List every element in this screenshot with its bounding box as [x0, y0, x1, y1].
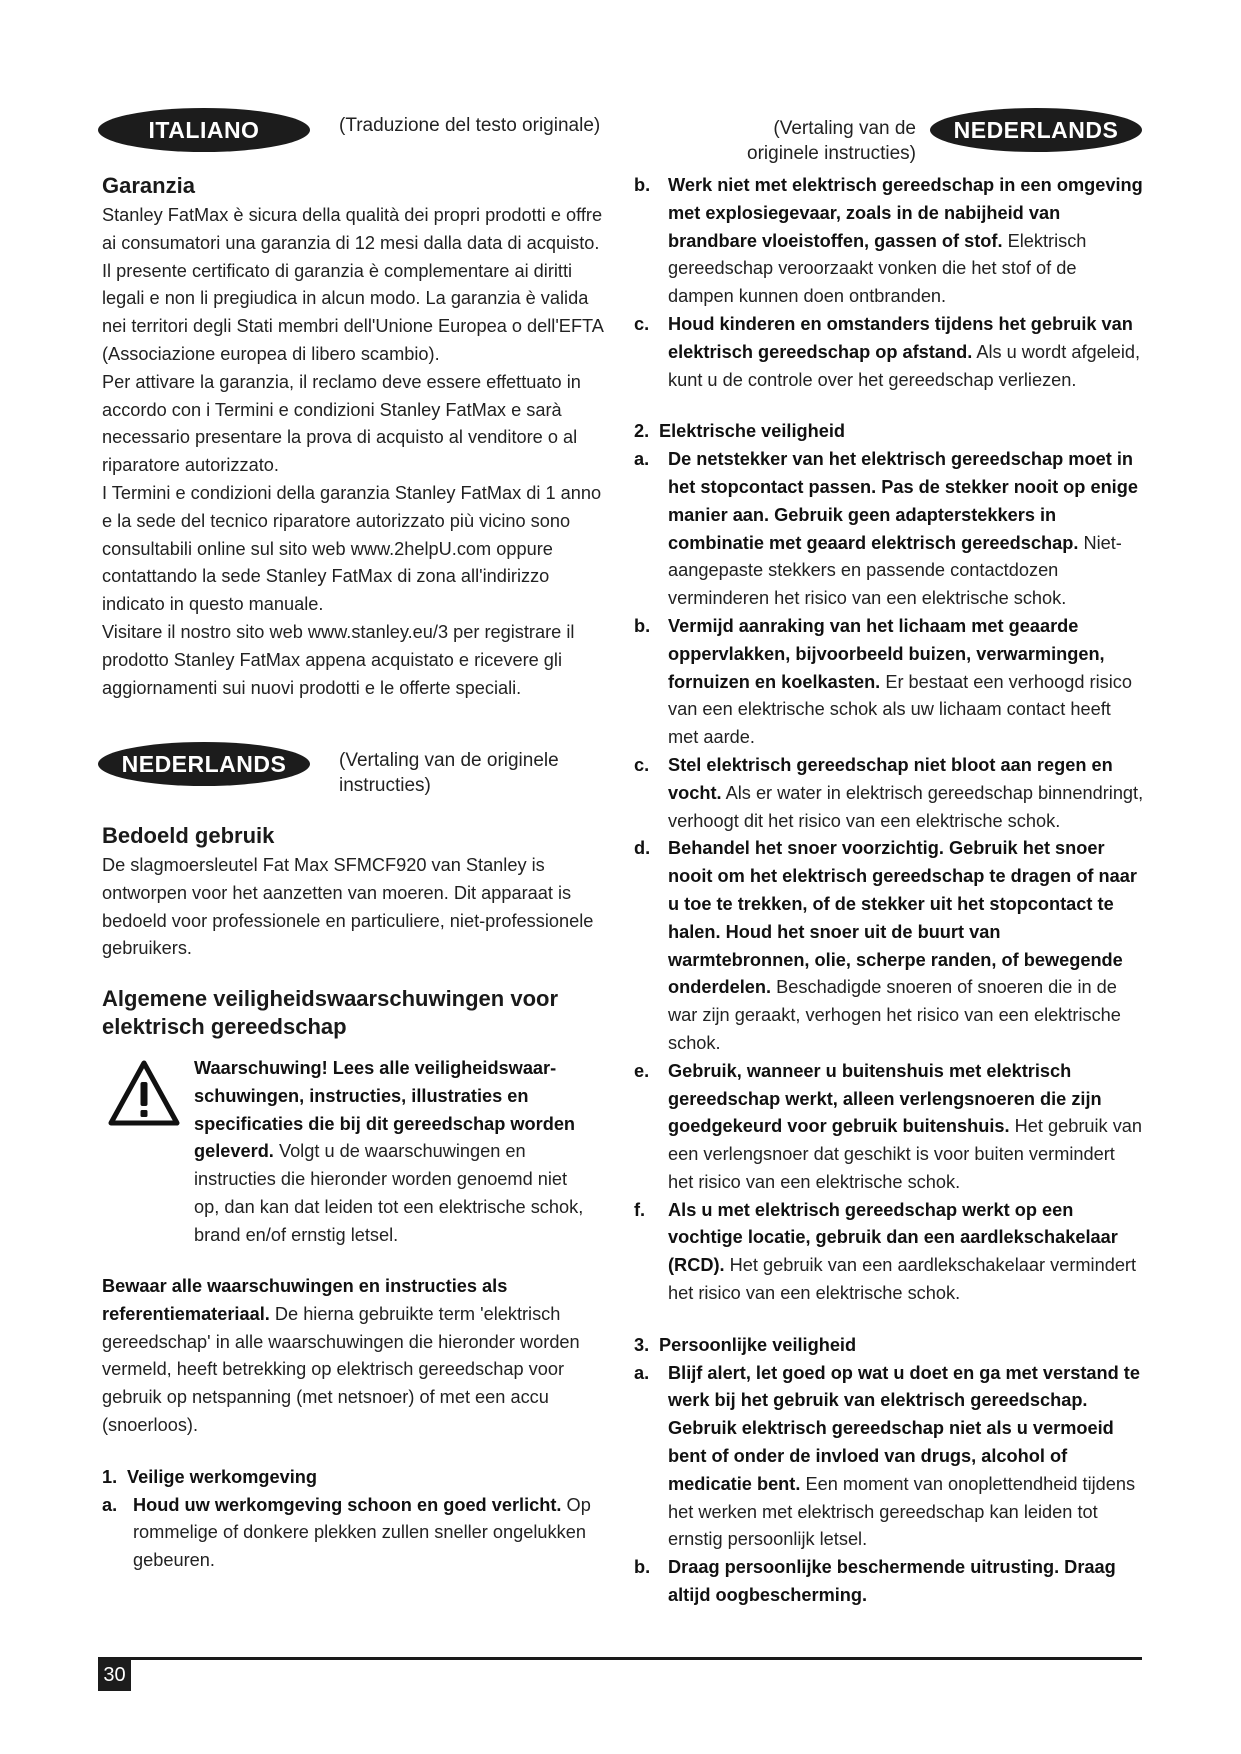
list-item-bold: Houd kinderen en omstanders tijdens het gebruik van elektrisch gereedschap op afstand. — [668, 313, 1133, 362]
list-item-text: Beschadigde snoeren of snoeren die in de war zijn geraakt, verhogen het risico van een elektrische schok. — [668, 977, 1121, 1053]
warranty-paragraph: I Termini e condizioni della garanzia Stanley FatMax di 1 anno e la sede del tecnico riparatore autorizzato più vicino sono consultabili online sul sito web www.2helpU.com oppure contattando la sede Stanley FatMax di zona all'indirizzo indicato in questo manuale. — [102, 482, 602, 615]
list-item — [634, 1360, 1144, 1555]
list-item-label: f. — [634, 1199, 646, 1220]
right-column-content — [634, 172, 1144, 1610]
list-item-text: Als er water in elektrisch gereedschap binnendringt, verhoogt dit het risico van een elektrische schok. — [668, 782, 1144, 831]
page-number: 30 — [98, 1659, 131, 1691]
warranty-paragraph: Per attivare la garanzia, il reclamo deve essere effettuato in accordo con i Termini e condizioni Stanley FatMax e sarà necessario presentare la prova di acquisto al venditore o al riparatore autorizzato. — [102, 371, 581, 476]
list-item-text: Niet-aangepaste stekkers en passende contactdozen verminderen het risico van een elektrische schok. — [668, 532, 1122, 609]
list-item-bold: Vermijd aanraking van het lichaam met geaarde oppervlakken, bijvoorbeeld buizen, verwarmingen, fornuizen en koelkasten. — [668, 615, 1105, 692]
warning-block — [194, 1055, 594, 1250]
list-item-bold: Draag persoonlijke beschermende uitrusting. Draag altijd oogbescherming. — [668, 1557, 1116, 1606]
list-item-label: b. — [634, 175, 651, 195]
list-item-text: Een moment van onoplettendheid tijdens het werken met elektrisch gereedschap kan leiden tot ernstig persoonlijk letsel. — [668, 1473, 1136, 1550]
translation-note-nederlands: (Vertaling van de originele instructies) — [339, 750, 559, 796]
keep-paragraph — [102, 1273, 612, 1440]
list-item-bold: Behandel het snoer voorzichtig. Gebruik het snoer nooit om het elektrisch gereedschap te dragen of naar u toe te trekken, of de stekker uit het stopcontact te halen. Houd het snoer uit de buurt van warmtebronnen, olie, scherpe randen, of bewegende onderdelen. — [668, 838, 1137, 998]
list-item-label: a. — [102, 1494, 118, 1515]
section-title-text: Veilige werkomgeving — [127, 1466, 318, 1487]
list-item-bold: Stel elektrisch gereedschap niet bloot aan regen en vocht. — [668, 754, 1113, 803]
translation-note-italiano: (Traduzione del testo originale) — [339, 115, 601, 136]
italian-warranty-section — [102, 172, 612, 702]
section-1-title — [102, 1464, 612, 1492]
list-item — [634, 835, 1144, 1057]
list-item — [102, 1492, 612, 1575]
keep-bold-text: Bewaar alle waarschuwingen en instructies als referentiemateriaal. — [102, 1276, 508, 1324]
section-title-text: Persoonlijke veiligheid — [659, 1334, 857, 1355]
list-item-label: b. — [634, 615, 651, 636]
warning-text: Volgt u de waarschuwingen en instructies die hieronder worden genoemd niet op, dan kan dat leiden tot een elektrische schok, brand en/of ernstig letsel. — [194, 1141, 584, 1245]
section-2-title — [634, 418, 1144, 446]
list-item-bold: Blijf alert, let goed op wat u doet en ga met verstand te werk bij het gebruik van elektrisch gereedschap. Gebruik elektrisch gereedschap niet als u vermoeid bent of onder de invloed van drugs, alcohol of medicatie bent. — [668, 1362, 1140, 1494]
section-number: 1. — [102, 1466, 118, 1487]
list-item-bold: Gebruik, wanneer u buitenshuis met elektrisch gereedschap werkt, alleen verlengsnoeren die zijn goedgekeurd voor gebruik buitenshuis. — [668, 1060, 1102, 1137]
list-item-text: Op rommelige of donkere plekken zullen sneller ongelukken gebeuren. — [133, 1494, 591, 1571]
list-item — [634, 172, 1144, 311]
list-item-label: c. — [634, 313, 650, 334]
list-item-bold: Houd uw werkomgeving schoon en goed verlicht. — [133, 1494, 562, 1515]
keep-warnings-block — [102, 1273, 612, 1575]
warranty-text — [102, 202, 612, 702]
language-badge-nederlands: NEDERLANDS — [98, 742, 310, 786]
list-item-label: a. — [634, 1362, 650, 1383]
language-badge-nederlands-right: NEDERLANDS — [930, 108, 1142, 152]
list-item-text: Het gebruik van een aardlekschakelaar vermindert het risico van een elektrische schok. — [668, 1255, 1137, 1304]
warning-paragraph — [194, 1055, 594, 1250]
section-number: 3. — [634, 1334, 650, 1355]
list-item-label: d. — [634, 838, 651, 859]
list-item-bold: De netstekker van het elektrisch gereedschap moet in het stopcontact passen. Pas de stekker nooit op enige manier aan. Gebruik geen adapterstekkers in combinatie met geaard elektrisch gereedschap. — [668, 449, 1138, 553]
list-item-label: e. — [634, 1060, 650, 1081]
list-item-text: Elektrisch gereedschap veroorzaakt vonken die het stof of de dampen kunnen doen ontbranden. — [668, 230, 1087, 307]
list-item-label: a. — [634, 449, 650, 470]
keep-text: De hierna gebruikte term 'elektrisch gereedschap' in alle waarschuwingen die hieronder worden vermeld, heeft betrekking op elektrisch gereedschap voor gebruik op netspanning (met netsnoer) of met een accu (snoerloos). — [102, 1303, 580, 1435]
language-badge-italiano: ITALIANO — [98, 108, 310, 152]
section-title-text: Elektrische veiligheid — [659, 421, 845, 442]
list-item-label: c. — [634, 754, 650, 775]
list-item — [634, 1197, 1144, 1308]
list-item-bold: Werk niet met elektrisch gereedschap in een omgeving met explosiegevaar, zoals in de nabijheid van brandbare vloeistoffen, gassen of stof. — [668, 175, 1143, 251]
warranty-paragraph: Visitare il nostro sito web www.stanley.eu/3 per registrare il prodotto Stanley FatMax appena acquistato e ricevere gli aggiornamenti sui nuovi prodotti e le offerte speciali. — [102, 621, 575, 698]
section-number: 2. — [634, 421, 650, 442]
list-item-bold: Als u met elektrisch gereedschap werkt op een vochtige locatie, gebruik dan een aardlekschakelaar (RCD). — [668, 1199, 1118, 1276]
section-3-title — [634, 1332, 1144, 1360]
warning-triangle-icon — [108, 1060, 180, 1126]
list-item-text: Er bestaat een verhoogd risico van een elektrische schok als uw lichaam contact heeft met aarde. — [668, 671, 1132, 748]
footer-rule — [98, 1657, 1142, 1660]
list-item — [634, 1058, 1144, 1197]
dutch-intro-section — [102, 822, 612, 1041]
warning-bold-text: Waarschuwing! Lees alle veiligheidswaar- schuwingen, instructies, illustraties en specificaties die bij dit gereedschap worden geleverd. — [194, 1058, 576, 1162]
list-item — [634, 752, 1144, 835]
heading-bedoeld-gebruik: Bedoeld gebruik — [102, 823, 275, 848]
list-item — [634, 613, 1144, 752]
list-item — [634, 1554, 1144, 1610]
list-item — [634, 446, 1144, 613]
heading-garanzia: Garanzia — [102, 173, 195, 198]
heading-safety-warnings: Algemene veiligheidswaarschuwingen voor elektrisch gereedschap — [102, 986, 559, 1040]
intended-use-text: De slagmoersleutel Fat Max SFMCF920 van Stanley is ontworpen voor het aanzetten van moeren. Dit apparaat is bedoeld voor professionele en particuliere, niet-professionele gebruikers. — [102, 855, 594, 959]
list-item-text: Als u wordt afgeleid, kunt u de controle over het gereedschap verliezen. — [668, 341, 1141, 390]
warranty-paragraph: Stanley FatMax è sicura della qualità dei propri prodotti e offre ai consumatori una garanzia di 12 mesi dalla data di acquisto. Il presente certificato di garanzia è complementare ai diritti legali e non li pregiudica in alcun modo. La garanzia è valida nei territori degli Stati membri dell'Unione Europea o dell'EFTA (Associazione europea di libero scambio). — [102, 205, 603, 364]
translation-note-right: (Vertaling van de originele instructies) — [747, 118, 916, 164]
list-item-label: b. — [634, 1557, 651, 1578]
list-item — [634, 311, 1144, 394]
list-item-text: Het gebruik van een verlengsnoer dat geschikt is voor buiten vermindert het risico van een elektrische schok. — [668, 1116, 1143, 1192]
